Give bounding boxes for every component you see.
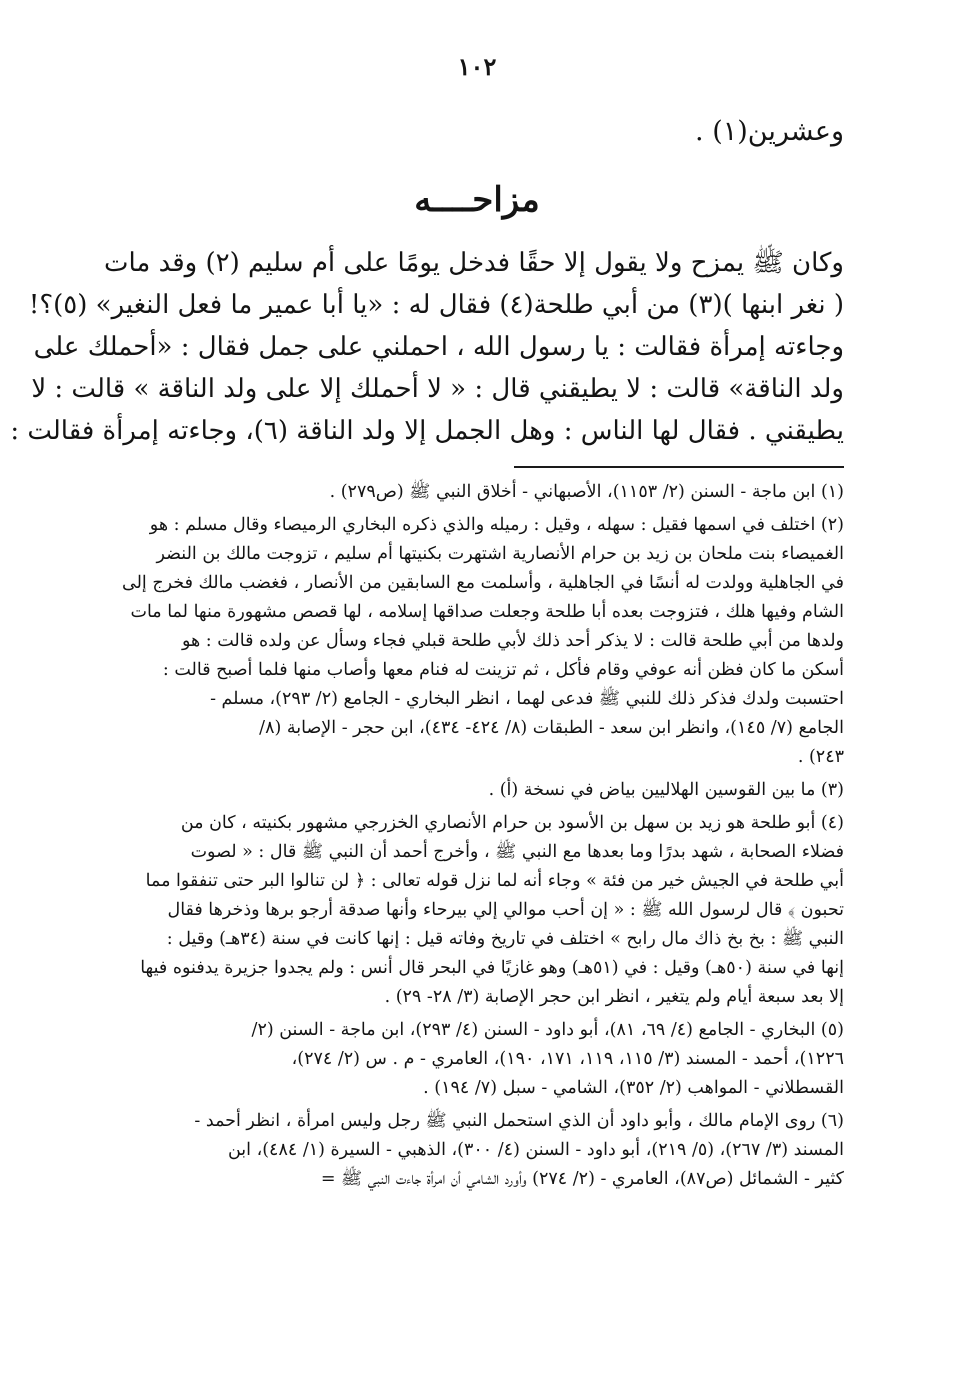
footnote-line: (٦) روى الإمام مالك ، وأبو داود أن الذي استحمل النبي ﷺ رجل وليس امرأة ، انظر أحمد - [194,1111,844,1131]
main-text-line: يطيقني . فقال لها الناس : وهل الجمل إلا ولد الناقة (٦)، وجاءته إمرأة فقالت : [10,416,844,446]
footnote-line: فضلاء الصحابة ، شهد بدرًا وما بعدها مع النبي ﷺ ، وأخرج أحمد أن النبي ﷺ قال : « لصوت [190,842,844,862]
footnote-line: القسطلاني - المواهب (٢/ ٣٥٢)، الشامي - سبل (٧/ ١٩٤) . [423,1078,844,1098]
footnote-line: أبي طلحة في الجيش خير من فئة » وجاء أنه لما نزل قوله تعالى : ﴿ لن تنالوا البر حتى تنفقوا مما [145,871,844,891]
footnote-line: (١) ابن ماجة - السنن (٢/ ١١٥٣)، الأصبهاني - أخلاق النبي ﷺ (ص٢٧٩) . [329,482,844,502]
footnote-line: المسند (٣/ ٢٦٧)، (٥/ ٢١٩)، أبو داود - السنن (٤/ ٣٠٠)، الذهبي - السيرة (١/ ٤٨٤)، ابن [227,1140,844,1160]
main-text-line: ولد الناقة» قالت : لا يطيقني قال : « لا أحملك إلا على ولد الناقة » قالت : لا [31,374,844,404]
footnote-line: الشام وفيها هلك ، فتزوجت بعده أبا طلحة وجعلت صداقها إسلامه ، لها قصص مشهورة منها لما مات [130,602,844,622]
footnote-1 [124,478,844,507]
footnote-line: الجامع (٧/ ١٤٥)، وانظر ابن سعد - الطبقات (٨/ ٤٢٤- ٤٣٤)، ابن حجر - الإصابة (٨/ [259,718,844,738]
footnote-6 [124,1107,844,1194]
footnote-line: احتسبت ولدك فذكر ذلك للنبي ﷺ فدعى لهما ، انظر البخاري - الجامع (٢/ ٢٩٣)، مسلم - [210,689,844,709]
main-text [10,242,844,452]
footnote-5 [124,1016,844,1103]
footnote-2 [121,511,844,772]
footnote-line: إلا بعد سبعة أيام ولم يتغير ، انظر ابن حجر الإصابة (٣/ ٢٨- ٢٩) . [384,987,844,1007]
footnote-line: إنها في سنة (٥٠هـ) وقيل : في (٥١هـ) وهو غازيًا في البحر قال أنس : ولم يجدوا جزيرة يدفنوه فيها [140,958,844,978]
footnotes [121,478,844,1198]
footnote-line: كثير - الشمائل (ص٨٧)، العامري - (٢/ ٢٧٤) وأورد الشامي أن امرأة جاءت النبي ﷺ = [320,1169,844,1189]
footnote-line: (٥) البخاري - الجامع (٤/ ٦٩، ٨١)، أبو داود - السنن (٤/ ٢٩٣)، ابن ماجة - السنن (٢/ [251,1020,844,1040]
section-heading: مزاحــــه [414,180,540,220]
continuation-line: وعشرين(١) . [695,116,844,147]
main-text-line: وكان ﷺ يمزح ولا يقول إلا حقًا فدخل يومًا على أم سليم (٢) وقد مات [104,248,844,278]
footnote-line: (٣) ما بين القوسين الهلاليين بياض في نسخة (أ) . [488,780,844,800]
main-text-line: وجاءته إمرأة فقالت : يا رسول الله ، احملني على جمل فقال : «أحملك على [33,332,844,362]
footnote-line: أسكن ما كان فظن أنه عوفي وقام فأكل ، ثم تزينت له فنام معها وأصاب منها فلما أصبح قالت : [162,660,844,680]
footnote-divider [514,466,844,468]
footnote-line: (٢) اختلف في اسمها فقيل : سهله ، وقيل : رميله والذي ذكره البخاري الرميصاء وقال مسلم : هو [149,515,844,535]
footnote-line: النبي ﷺ : بخ بخ ذاك مال رابح » اختلف في تاريخ وفاته قيل : إنها كانت في سنة (٣٤هـ) وقيل : [166,929,844,949]
footnote-line: ١٢٢٦)، أحمد - المسند (٣/ ١١٥، ١١٩، ١٧١، ١٩٠)، العامري - م . س (٢/ ٢٧٤)، [291,1049,844,1069]
footnote-line: ولدها من أبي طلحة قالت : لا يذكر أحد ذلك لأبي طلحة قبلي فجاء وسأل عن ولده قالت : هو [181,631,844,651]
main-text-line: ( نغر ابنها )(٣) من أبي طلحة(٤) فقال له : «يا أبا عمير ما فعل النغير» (٥)؟! [28,290,844,320]
footnote-line: في الجاهلية وولدت له أنسًا في الجاهلية ، وأسلمت مع السابقين من الأنصار ، فغضب مالك فخرج إلى [121,573,844,593]
footnote-line: الغميصاء بنت ملحان بن زيد بن حرام الأنصارية اشتهرت بكنيتها أم سليم ، تزوجت مالك بن النضر [156,544,844,564]
footnote-line: (٤) أبو طلحة هو زيد بن سهل بن الأسود بن حرام الأنصاري الخزرجي مشهور بكنيته ، كان من [180,813,844,833]
footnote-line: تحبون ﴾ قال لرسول الله ﷺ : « إن أحب موالي إلي بيرحاء وأنها صدقة أرجو برها وذخرها فقال [167,900,844,920]
footnote-4 [124,809,844,1012]
page-number: ١٠٢ [457,52,497,81]
footnote-line: ٢٤٣) . [797,747,844,767]
footnote-3 [124,776,844,805]
